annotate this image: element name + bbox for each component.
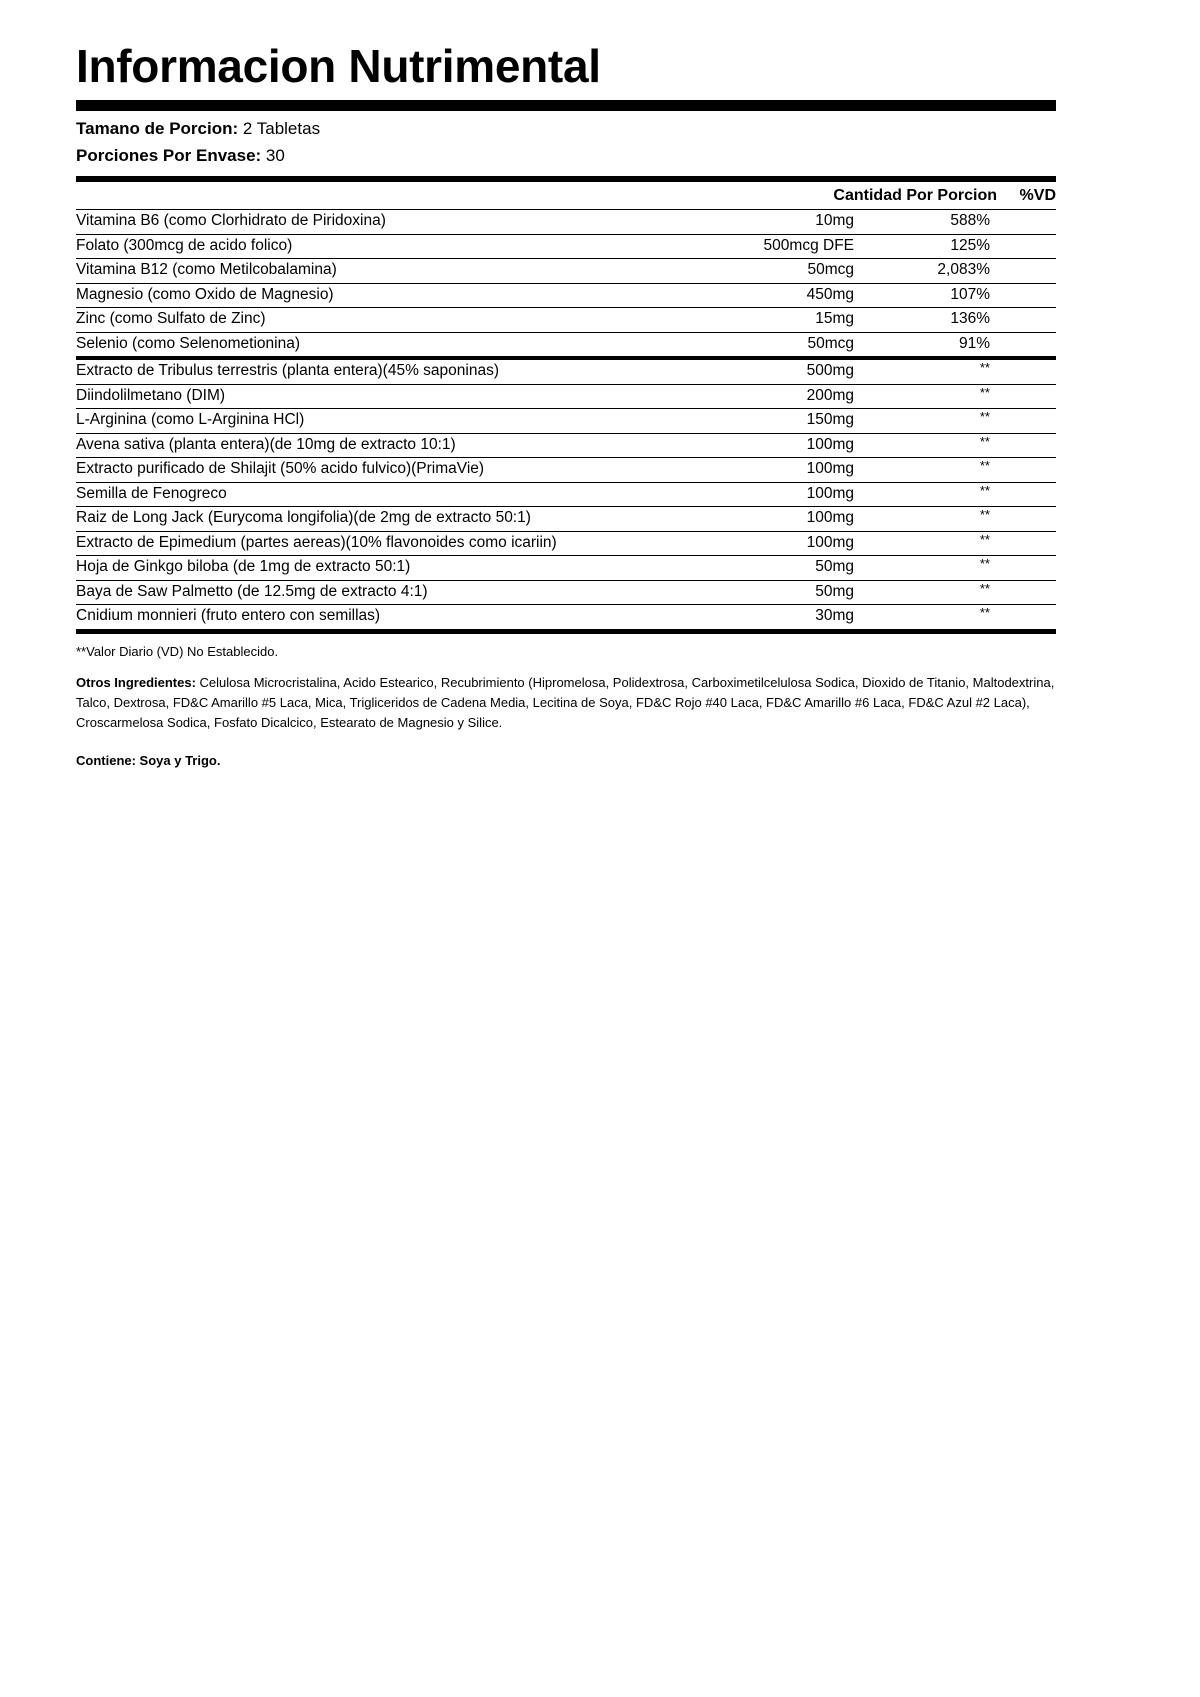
ingredient-name: Zinc (como Sulfato de Zinc) bbox=[76, 310, 266, 327]
extracts-table bbox=[76, 360, 1056, 629]
ingredient-dv: 588% bbox=[950, 212, 990, 229]
ingredient-name: Magnesio (como Oxido de Magnesio) bbox=[76, 285, 334, 303]
ingredient-dv: 125% bbox=[950, 236, 990, 254]
table-row bbox=[76, 581, 1056, 606]
ingredient-name: Cnidium monnieri (fruto entero con semillas) bbox=[76, 607, 381, 624]
ingredient-name: Extracto de Tribulus terrestris (planta entera)(45% saponinas) bbox=[76, 362, 500, 379]
ingredient-dv: ** bbox=[979, 556, 990, 571]
ingredient-dv: ** bbox=[979, 507, 990, 522]
ingredient-name: Extracto de Epimedium (partes aereas)(10% flavonoides como icariin) bbox=[76, 533, 557, 551]
vitamins-table bbox=[76, 210, 1056, 356]
ingredient-dv: ** bbox=[979, 531, 990, 547]
other-ingredients-text: Celulosa Microcristalina, Acido Estearico, Recubrimiento (Hipromelosa, Polidextrosa, Carboximetilcelulosa Sodica, Dioxido de Titanio, Maltodextrina, Talco, Dextrosa, FD&C Amarillo #5 Laca, Mica, Trigliceridos de Cadena Media, Lecitina de Soya, FD&C Rojo #40 Laca, FD&C Amarillo #6 Laca, FD&C Azul #2 Laca), Croscarmelosa Sodica, Fosfato Dicalcico, Estearato de Magnesio y Silice. bbox=[76, 674, 1055, 730]
ingredient-dv: ** bbox=[979, 458, 990, 473]
ingredient-name: Hoja de Ginkgo biloba (de 1mg de extracto 50:1) bbox=[76, 558, 411, 575]
ingredient-dv: ** bbox=[979, 384, 990, 400]
servings-per-container-label: Porciones Por Envase: bbox=[76, 146, 262, 165]
ingredient-dv: ** bbox=[979, 605, 990, 620]
table-row bbox=[76, 259, 1056, 284]
ingredient-amount: 100mg bbox=[806, 484, 854, 502]
other-ingredients bbox=[76, 673, 1056, 733]
ingredient-dv: ** bbox=[979, 409, 990, 424]
ingredient-name: Selenio (como Selenometionina) bbox=[76, 334, 301, 352]
ingredient-dv: ** bbox=[979, 580, 990, 596]
ingredient-amount: 100mg bbox=[806, 533, 854, 551]
table-row bbox=[76, 605, 1056, 629]
ingredient-amount: 30mg bbox=[815, 607, 854, 624]
ingredient-name: Vitamina B6 (como Clorhidrato de Piridoxina) bbox=[76, 212, 386, 229]
servings-per-container bbox=[76, 142, 1056, 169]
nutrition-facts-panel bbox=[76, 36, 1056, 768]
table-row bbox=[76, 385, 1056, 410]
table-row bbox=[76, 210, 1056, 235]
ingredient-amount: 500mg bbox=[806, 362, 854, 379]
ingredient-dv: ** bbox=[979, 433, 990, 449]
ingredient-dv: 136% bbox=[950, 310, 990, 327]
table-row bbox=[76, 284, 1056, 309]
table-row bbox=[76, 409, 1056, 434]
ingredient-amount: 50mg bbox=[815, 558, 854, 575]
ingredient-amount: 10mg bbox=[815, 212, 854, 229]
title-divider bbox=[76, 100, 1056, 111]
table-header bbox=[76, 182, 1056, 210]
table-row bbox=[76, 434, 1056, 459]
ingredient-amount: 500mcg DFE bbox=[763, 236, 854, 254]
ingredient-name: Vitamina B12 (como Metilcobalamina) bbox=[76, 261, 337, 278]
ingredient-dv: 2,083% bbox=[937, 261, 990, 278]
ingredient-amount: 200mg bbox=[806, 386, 854, 404]
table-row bbox=[76, 507, 1056, 532]
ingredient-name: Extracto purificado de Shilajit (50% acido fulvico)(PrimaVie) bbox=[76, 460, 485, 477]
table-row bbox=[76, 532, 1056, 557]
table-row bbox=[76, 556, 1056, 581]
ingredient-name: Folato (300mcg de acido folico) bbox=[76, 236, 293, 254]
table-row bbox=[76, 308, 1056, 333]
dv-column-header: %VD bbox=[1019, 187, 1056, 204]
ingredient-dv: 91% bbox=[958, 334, 990, 352]
ingredient-amount: 450mg bbox=[806, 285, 854, 303]
serving-size bbox=[76, 115, 1056, 142]
ingredient-amount: 50mcg bbox=[807, 261, 854, 278]
ingredient-amount: 50mcg bbox=[807, 334, 854, 352]
ingredient-name: Avena sativa (planta entera)(de 10mg de extracto 10:1) bbox=[76, 435, 456, 453]
table-row bbox=[76, 360, 1056, 385]
panel-title: Informacion Nutrimental bbox=[76, 40, 601, 92]
ingredient-dv: ** bbox=[979, 482, 990, 498]
ingredient-amount: 100mg bbox=[806, 435, 854, 453]
ingredient-amount: 150mg bbox=[806, 411, 854, 428]
other-ingredients-label: Otros Ingredientes: bbox=[76, 674, 196, 690]
footnote: **Valor Diario (VD) No Establecido. bbox=[76, 643, 279, 659]
table-bottom-divider bbox=[76, 629, 1056, 634]
ingredient-dv: ** bbox=[979, 360, 990, 375]
serving-size-label: Tamano de Porcion: bbox=[76, 119, 239, 138]
ingredient-amount: 100mg bbox=[806, 460, 854, 477]
table-row bbox=[76, 458, 1056, 483]
ingredient-name: Baya de Saw Palmetto (de 12.5mg de extracto 4:1) bbox=[76, 582, 428, 600]
ingredient-name: Semilla de Fenogreco bbox=[76, 484, 227, 502]
ingredient-dv: 107% bbox=[950, 285, 990, 303]
table-row bbox=[76, 333, 1056, 357]
serving-info bbox=[76, 111, 1056, 176]
ingredient-amount: 15mg bbox=[815, 310, 854, 327]
ingredient-amount: 50mg bbox=[815, 582, 854, 600]
servings-per-container-value: 30 bbox=[261, 146, 285, 165]
ingredient-name: L-Arginina (como L-Arginina HCl) bbox=[76, 411, 305, 428]
table-row bbox=[76, 235, 1056, 260]
amount-column-header: Cantidad Por Porcion bbox=[833, 187, 997, 204]
ingredient-name: Diindolilmetano (DIM) bbox=[76, 386, 226, 404]
allergen-statement: Contiene: Soya y Trigo. bbox=[76, 752, 221, 768]
ingredient-amount: 100mg bbox=[806, 509, 854, 526]
serving-size-value: 2 Tabletas bbox=[238, 119, 321, 138]
table-row bbox=[76, 483, 1056, 508]
ingredient-name: Raiz de Long Jack (Eurycoma longifolia)(de 2mg de extracto 50:1) bbox=[76, 509, 531, 526]
